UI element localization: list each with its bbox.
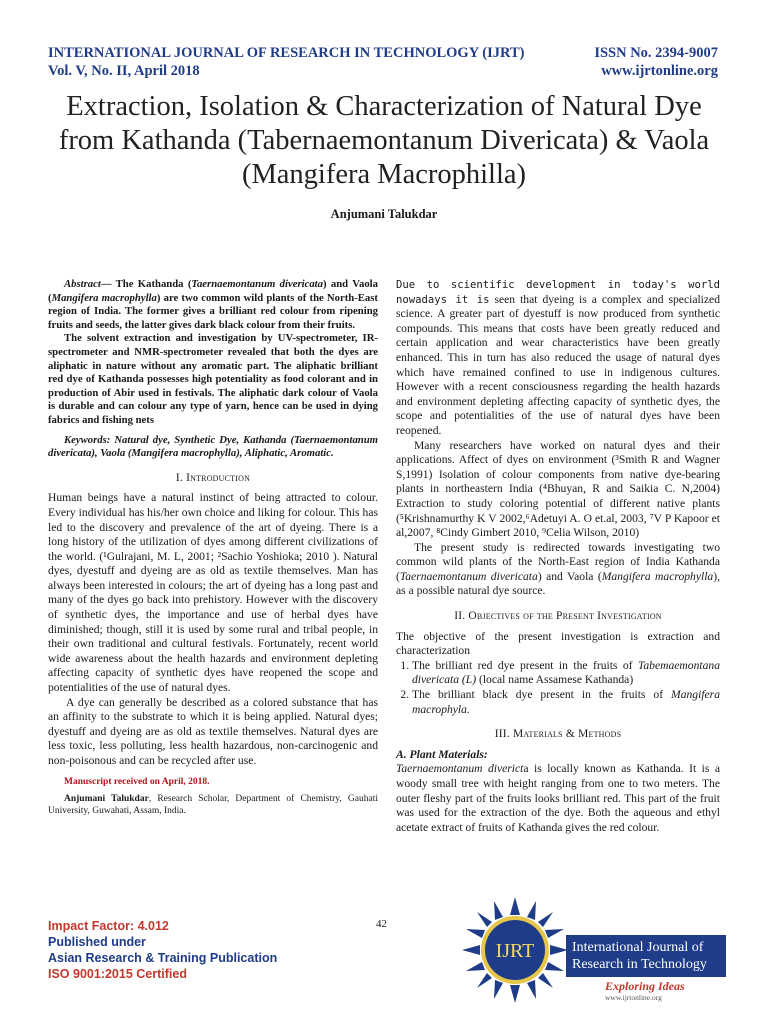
present-study-paragraph	[396, 541, 720, 599]
section-number: III.	[494, 728, 513, 741]
paper-title: Extraction, Isolation & Characterization of Natural Dye from Kathanda (Tabernaemontanum Divericata) & Vaola (Mangifera Macrophilla)	[58, 91, 710, 190]
logo-tagline: Exploring Ideas	[605, 979, 685, 993]
journal-header	[48, 44, 568, 80]
study-text: ) and Vaola (	[537, 569, 602, 583]
study-species: Taernaemontanum divericata	[399, 569, 538, 583]
plant-species: Taernaemontanum diverict	[396, 762, 524, 776]
objectives-intro: The objective of the present investigation is extraction and characterization	[396, 629, 720, 658]
section-number: I.	[175, 471, 187, 484]
continued-text-rest: seen that dyeing is a complex and specialized science. A greater part of dyestuff is now produced from synthetic compounds. This means that costs have been greatly reduced and certain application and wear characteristics have been greatly enhanced. This in turn has also reduced the usage of natural dyes which have remained confined to use in indigenous cultures. However with a recent consciousness regarding the health hazards and environment depleting affecting capacity of synthetic dyes, the scope and potentialities of the use of natural dyes have been reopened.	[396, 292, 720, 437]
intro-paragraph-1: Human beings have a natural instinct of being attracted to colour. Every individual has his/her own choice and liking for colour. This has led to the discovery and prevalence of the art of dyeing. There is a long history of the utilization of dyes among different civilizations of the world. (¹Gulrajani, M. L, 2001; ²Sachio Yoshioka; 2010 ). Natural dyes, dyestuff and dyeing are as old as textile themselves. Man has always been interested in colours; the art of dyeing has a long past and many of the dyes go back into prehistory. However with the discovery of synthetic dyes, the importance and use of herbal dyes have diminished; though, still it is used by some rural and tribal people, in their own traditional and cultural festivals. Fortunately, recent world wide awareness about the health hazards and environment depleting affecting capacity of synthetic dyes have reopened the scope and potentialities of the use of natural dyes.	[48, 491, 378, 695]
section-title: Materials & Methods	[512, 728, 622, 741]
continued-text: Due to scientific development in today's world nowadays it is	[396, 279, 720, 306]
paper-author: Anjumani Talukdar	[330, 207, 438, 221]
page-number: 42	[376, 918, 387, 930]
plant-materials-paragraph	[396, 762, 720, 835]
study-text: ), as a possible natural dye source.	[396, 569, 720, 598]
affiliation-name: Anjumani Talukdar	[64, 794, 149, 805]
publisher: Asian Research & Training Publication	[48, 951, 278, 965]
journal-name: INTERNATIONAL JOURNAL OF RESEARCH IN TECHNOLOGY (IJRT)	[48, 45, 525, 61]
logo-url[interactable]: www.ijrtonline.org	[605, 993, 662, 1002]
abstract-text: The Kathanda (	[111, 278, 192, 290]
abstract-text: ) and Vaola (	[48, 278, 378, 304]
list-item: 2. The brilliant black dye present in the fruits of Mangifera macrophyla.	[412, 688, 720, 717]
abstract	[48, 278, 378, 428]
keywords: Keywords: Natural dye, Synthetic Dye, Kathanda (Taernaemontanum divericata), Vaola (Mangifera macrophylla), Aliphatic, Aromatic.	[48, 433, 378, 460]
plant-text: a is locally known as Kathanda. It is a woody small tree with height ranging from one to two meters. The outer fleshy part of the fruits looks brilliant red. This part of the fruit was used for the extraction of the dye. Both the aqueous and ethyl acetate extract of fruits of Kathanda gives the red colour.	[396, 762, 720, 834]
subsection-plant-materials: A. Plant Materials:	[396, 747, 488, 761]
iso-certification: ISO 9001:2015 Certified	[48, 967, 187, 981]
published-under: Published under	[48, 935, 146, 949]
right-column	[396, 278, 720, 835]
footer-info	[48, 918, 277, 982]
left-column	[48, 278, 378, 817]
abstract-species: Mangifera macrophylla	[51, 291, 157, 304]
logo-journal-name: International Journal of Research in Technology	[566, 935, 726, 977]
section-number: II.	[454, 610, 469, 623]
study-species: Mangifera macrophylla	[601, 569, 714, 583]
journal-logo	[460, 895, 730, 1005]
journal-website[interactable]: www.ijrtonline.org	[601, 63, 718, 79]
affiliation-text: , Research Scholar, Department of Chemistry, Gauhati University, Guwahati, Assam, India.	[48, 794, 378, 817]
abstract-species: Taernaemontanum divericata	[191, 278, 323, 290]
author-affiliation	[48, 793, 378, 817]
abstract-text: ) are two common wild plants of the North-East region of India. The former gives a brilliant red colour from ripening fruits and seeds, the latter gives dark black colour from their fruits.	[48, 291, 378, 331]
abstract-paragraph-2: The solvent extraction and investigation by UV-spectrometer, IR-spectrometer and NMR-spectrometer revealed that both the dyes are aliphatic in nature without any aromatic part. The aliphatic brilliant red dye of Kathanda possesses high potentiality as food colorant and in production of Abir used in festivals. The aliphatic dark colour of Vaola is durable and can colour any type of yarn, hence can be used in dying fabrics and fishing nets	[48, 332, 378, 426]
journal-volume: Vol. V, No. II, April 2018	[48, 63, 200, 79]
list-item: 1. The brilliant red dye present in the fruits of Tabemaemontana divericata (L) (local name Assamese Kathanda)	[412, 659, 720, 688]
journal-meta	[518, 44, 718, 80]
section-heading-materials	[396, 727, 720, 742]
objectives-list	[396, 659, 720, 717]
abstract-label: Abstract—	[64, 278, 112, 290]
section-title: Objectives of the Present Investigation	[468, 610, 662, 623]
logo-abbr: IJRT	[495, 940, 535, 962]
impact-factor: Impact Factor: 4.012	[48, 919, 169, 933]
study-text: The present study is redirected towards investigating two common wild plants of the North-East region of India Kathanda (	[396, 540, 720, 583]
section-heading-introduction	[48, 471, 378, 486]
section-heading-objectives	[396, 609, 720, 624]
intro-paragraph-2: A dye can generally be described as a colored substance that has an affinity to the substrate to which it is being applied. Natural dyes; dyestuff and dyeing are as old as textile themselves. Natural dyes are less toxic, less polluting, less health hazardous, non-carcinogenic and non-poisonous and can be recycled after use.	[48, 695, 378, 767]
sun-emblem-icon	[460, 895, 570, 1005]
manuscript-received: Manuscript received on April, 2018.	[64, 776, 210, 787]
issn: ISSN No. 2394-9007	[594, 45, 718, 61]
section-title: Introduction	[186, 471, 251, 484]
researchers-paragraph: Many researchers have worked on natural dyes and their applications. Affect of dyes on environment (³Smith R and Wagner S,1991) Isolation of colour components from native dye-bearing plants in northeastern India (⁴Bhuyan, R and Saikia C. N,2004) Extraction to study coloring potential of different native plants (⁵Krishnamurthy K V 2002,⁶Adetuyi A. O et.al, 2003, ⁷V P Kapoor et al,2007, ⁸Cindy Gimbert 2010, ⁹Celia Wilson, 2010)	[396, 438, 720, 540]
